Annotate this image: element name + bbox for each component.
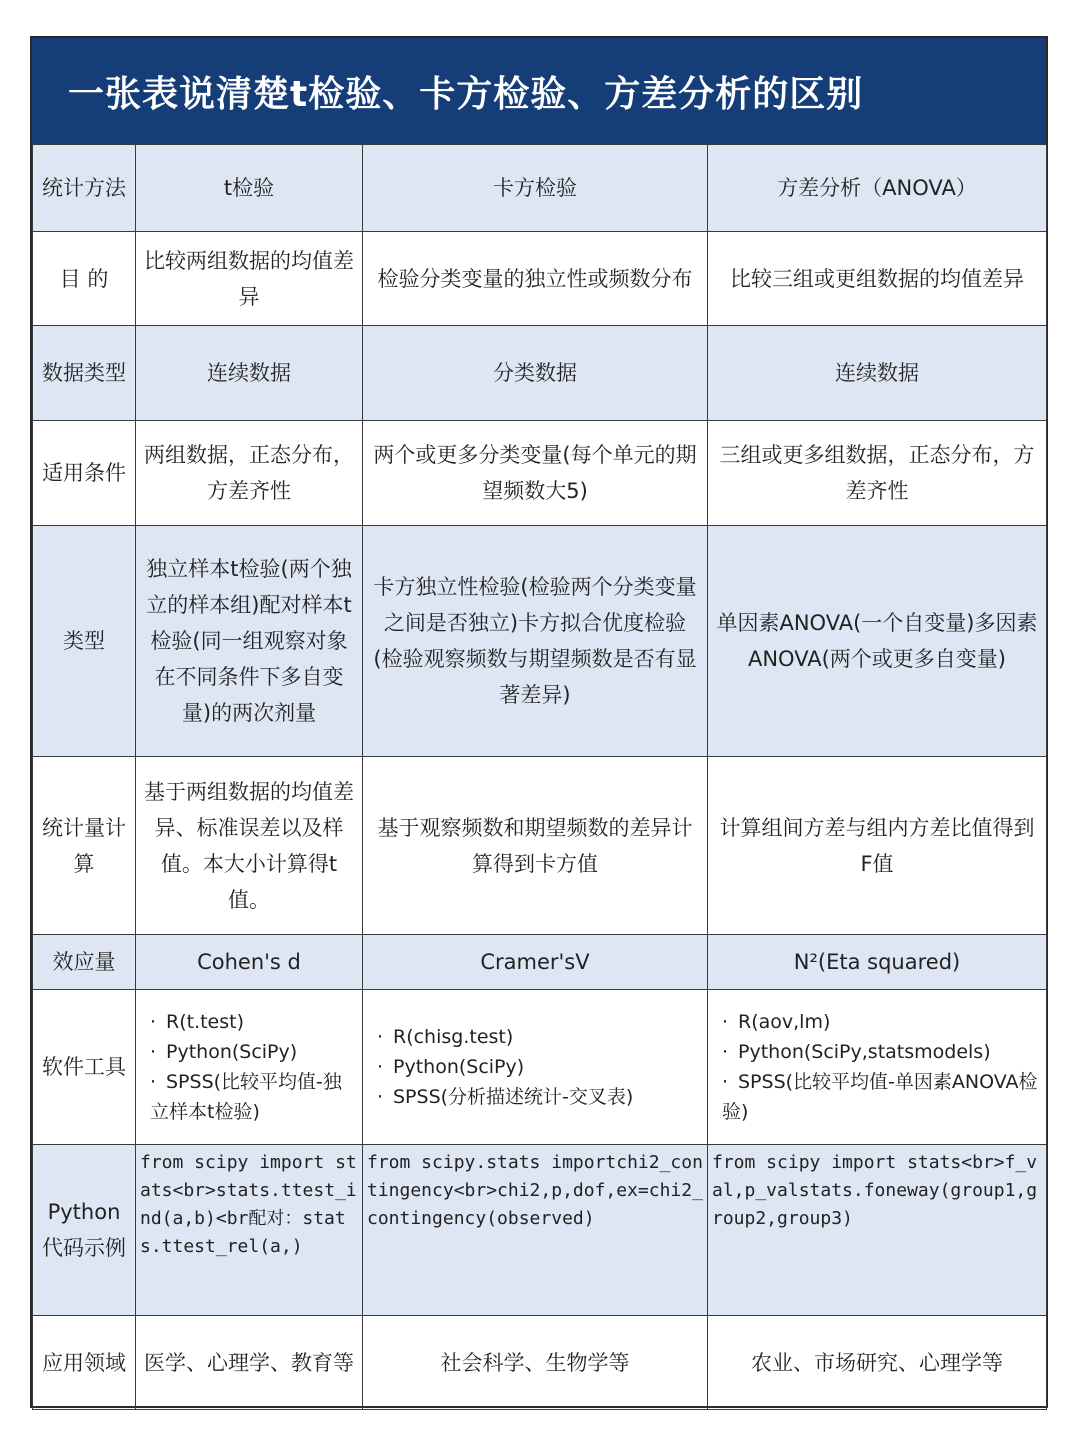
list-item: · Python(SciPy) bbox=[150, 1041, 298, 1063]
comparison-sheet bbox=[30, 36, 1048, 1408]
cell-code-t: from scipy import stats<br>stats.ttest_ind(a,b)<br配对：stats.ttest_rel(a,) bbox=[136, 1145, 363, 1316]
row-label-method: 统计方法 bbox=[33, 145, 136, 232]
cell-effect-t: Cohen's d bbox=[136, 935, 363, 990]
row-label-purpose: 目 的 bbox=[33, 232, 136, 326]
table-row-datatype bbox=[33, 326, 1047, 421]
row-label-conditions: 适用条件 bbox=[33, 421, 136, 526]
list-item: · R(chisg.test) bbox=[377, 1026, 514, 1048]
row-label-fields: 应用领域 bbox=[33, 1316, 136, 1410]
list-item: · SPSS(比较平均值-单因素ANOVA检验) bbox=[722, 1071, 1038, 1123]
table-row-software bbox=[33, 990, 1047, 1145]
cell-types-t: 独立样本t检验(两个独立的样本组)配对样本t检验(同一组观察对象在不同条件下多自变量)的两次剂量 bbox=[136, 526, 363, 757]
cell-purpose-t: 比较两组数据的均值差异 bbox=[136, 232, 363, 326]
row-label-types: 类型 bbox=[33, 526, 136, 757]
cell-software-t bbox=[136, 990, 363, 1145]
cell-code-anova: from scipy import stats<br>f_val,p_valstats.foneway(group1,group2,group3) bbox=[708, 1145, 1047, 1316]
table-row-statistic bbox=[33, 757, 1047, 935]
table-row-fields bbox=[33, 1316, 1047, 1410]
table-row-conditions bbox=[33, 421, 1047, 526]
list-item: · R(aov,lm) bbox=[722, 1011, 831, 1033]
list-item: · R(t.test) bbox=[150, 1011, 245, 1033]
col-header-anova: 方差分析（ANOVA） bbox=[708, 145, 1047, 232]
cell-statistic-anova: 计算组间方差与组内方差比值得到F值 bbox=[708, 757, 1047, 935]
cell-effect-anova: N²(Eta squared) bbox=[708, 935, 1047, 990]
list-item: · Python(SciPy) bbox=[377, 1056, 525, 1078]
cell-conditions-t: 两组数据，正态分布，方差齐性 bbox=[136, 421, 363, 526]
page-title: 一张表说清楚t检验、卡方检验、方差分析的区别 bbox=[32, 38, 1046, 144]
row-label-datatype: 数据类型 bbox=[33, 326, 136, 421]
cell-fields-chi: 社会科学、生物学等 bbox=[363, 1316, 708, 1410]
row-label-code: Python代码示例 bbox=[33, 1145, 136, 1316]
cell-software-anova bbox=[708, 990, 1047, 1145]
cell-datatype-anova: 连续数据 bbox=[708, 326, 1047, 421]
table-row-code bbox=[33, 1145, 1047, 1316]
cell-statistic-chi: 基于观察频数和期望频数的差异计算得到卡方值 bbox=[363, 757, 708, 935]
cell-effect-chi: Cramer'sV bbox=[363, 935, 708, 990]
cell-types-anova: 单因素ANOVA(一个自变量)多因素ANOVA(两个或更多自变量) bbox=[708, 526, 1047, 757]
table-row-effect bbox=[33, 935, 1047, 990]
cell-types-chi: 卡方独立性检验(检验两个分类变量之间是否独立)卡方拟合优度检验(检验观察频数与期望频数是否有显著差异) bbox=[363, 526, 708, 757]
cell-datatype-t: 连续数据 bbox=[136, 326, 363, 421]
col-header-t-test: t检验 bbox=[136, 145, 363, 232]
col-header-chi-square: 卡方检验 bbox=[363, 145, 708, 232]
row-label-effect: 效应量 bbox=[33, 935, 136, 990]
table-row-purpose bbox=[33, 232, 1047, 326]
cell-conditions-chi: 两个或更多分类变量(每个单元的期望频数大5) bbox=[363, 421, 708, 526]
cell-purpose-chi: 检验分类变量的独立性或频数分布 bbox=[363, 232, 708, 326]
cell-software-chi bbox=[363, 990, 708, 1145]
row-label-software: 软件工具 bbox=[33, 990, 136, 1145]
cell-code-chi: from scipy.stats importchi2_contingency<br>chi2,p,dof,ex=chi2_contingency(observed) bbox=[363, 1145, 708, 1316]
cell-statistic-t: 基于两组数据的均值差异、标准误差以及样值。本大小计算得t值。 bbox=[136, 757, 363, 935]
cell-fields-anova: 农业、市场研究、心理学等 bbox=[708, 1316, 1047, 1410]
cell-fields-t: 医学、心理学、教育等 bbox=[136, 1316, 363, 1410]
cell-purpose-anova: 比较三组或更组数据的均值差异 bbox=[708, 232, 1047, 326]
cell-conditions-anova: 三组或更多组数据，正态分布，方差齐性 bbox=[708, 421, 1047, 526]
header-row bbox=[33, 145, 1047, 232]
comparison-table bbox=[32, 144, 1047, 1410]
row-label-statistic: 统计量计算 bbox=[33, 757, 136, 935]
table-row-types bbox=[33, 526, 1047, 757]
list-item: · Python(SciPy,statsmodels) bbox=[722, 1041, 991, 1063]
cell-datatype-chi: 分类数据 bbox=[363, 326, 708, 421]
list-item: · SPSS(比较平均值-独立样本t检验) bbox=[150, 1071, 342, 1123]
list-item: · SPSS(分析描述统计-交叉表) bbox=[377, 1086, 634, 1108]
